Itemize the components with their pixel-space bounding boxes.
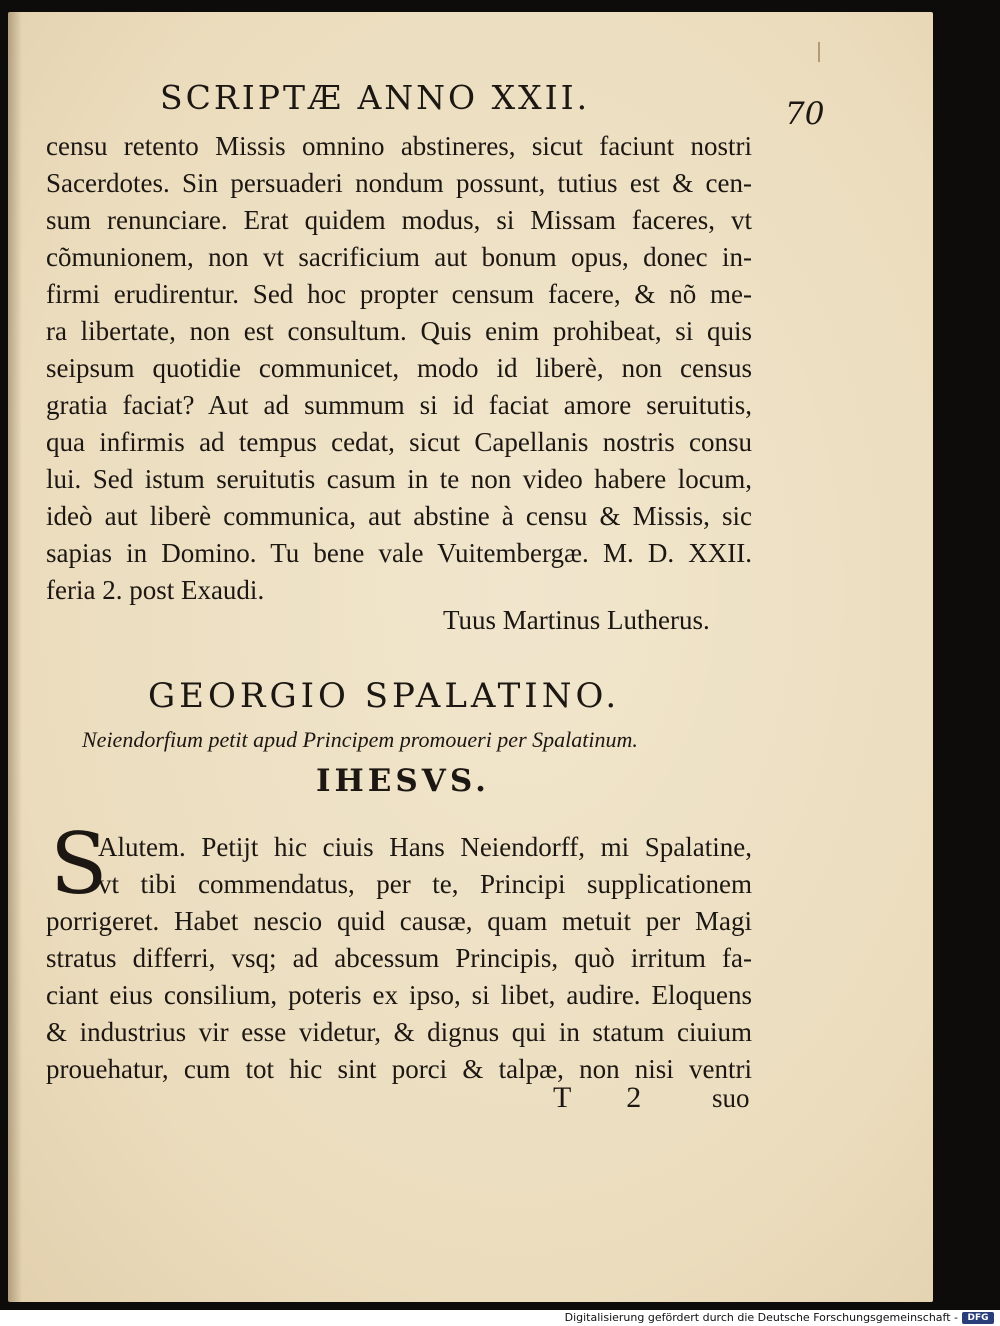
- body-line: lui. Sed istum seruitutis casum in te non video habere locum,: [46, 464, 752, 494]
- page-number: 70: [785, 96, 825, 132]
- body-line: ciant eius consilium, poteris ex ipso, si libet, audire. Eloquens: [46, 980, 752, 1010]
- body-line: ra libertate, non est consultum. Quis enim prohibeat, si quis: [46, 316, 752, 346]
- body-line: ideò aut liberè communica, aut abstine à censu & Missis, sic: [46, 501, 752, 531]
- body-line: prouehatur, cum tot hic sint porci & talpæ, non nisi ventri: [46, 1054, 752, 1084]
- body-line: censu retento Missis omnino abstineres, sicut faciunt nostri: [46, 131, 752, 161]
- dfg-logo: DFG: [962, 1312, 994, 1324]
- body-line: sum renunciare. Erat quidem modus, si Missam faceres, vt: [46, 205, 752, 235]
- letter-heading: IHESVS.: [316, 763, 490, 799]
- margin-mark: [818, 42, 820, 62]
- body-line: seipsum quotidie communicet, modo id liberè, non census: [46, 353, 752, 383]
- body-line: qua infirmis ad tempus cedat, sicut Capellanis nostris consu: [46, 427, 752, 457]
- body-line: Alutem. Petijt hic ciuis Hans Neiendorff, mi Spalatine,: [98, 832, 752, 862]
- body-line: firmi erudirentur. Sed hoc propter censum facere, & nõ me-: [46, 279, 752, 309]
- page-gutter-shadow: [8, 12, 22, 1302]
- drop-cap: S: [50, 815, 108, 913]
- body-line: porrigeret. Habet nescio quid causæ, quam metuit per Magi: [46, 906, 752, 936]
- body-line: stratus differri, vsq; ad abcessum Principis, quò irritum fa-: [46, 943, 752, 973]
- body-line: & industrius vir esse videtur, & dignus qui in statum ciuium: [46, 1017, 752, 1047]
- signature-mark: T 2: [553, 1081, 666, 1114]
- digitization-footer: [0, 1310, 1000, 1326]
- body-line: vt tibi commendatus, per te, Principi supplicationem: [98, 869, 752, 899]
- letter-title: GEORGIO SPALATINO.: [148, 676, 621, 716]
- letter-signature: Tuus Martinus Lutherus.: [443, 605, 710, 635]
- running-head: SCRIPTÆ ANNO XXII.: [160, 78, 591, 117]
- footer-credit: Digitalisierung gefördert durch die Deutsche Forschungsgemeinschaft -: [564, 1311, 958, 1324]
- letter-summary: Neiendorfium petit apud Principem promoueri per Spalatinum.: [82, 727, 638, 752]
- body-line: feria 2. post Exaudi.: [46, 575, 265, 605]
- body-line: Sacerdotes. Sin persuaderi nondum possunt, tutius est & cen-: [46, 168, 752, 198]
- body-line: sapias in Domino. Tu bene vale Vuitembergæ. M. D. XXII.: [46, 538, 752, 568]
- body-line: cõmunionem, non vt sacrificium aut bonum opus, donec in-: [46, 242, 752, 272]
- body-line: gratia faciat? Aut ad summum si id faciat amore seruitutis,: [46, 390, 752, 420]
- catchword: suo: [712, 1083, 750, 1113]
